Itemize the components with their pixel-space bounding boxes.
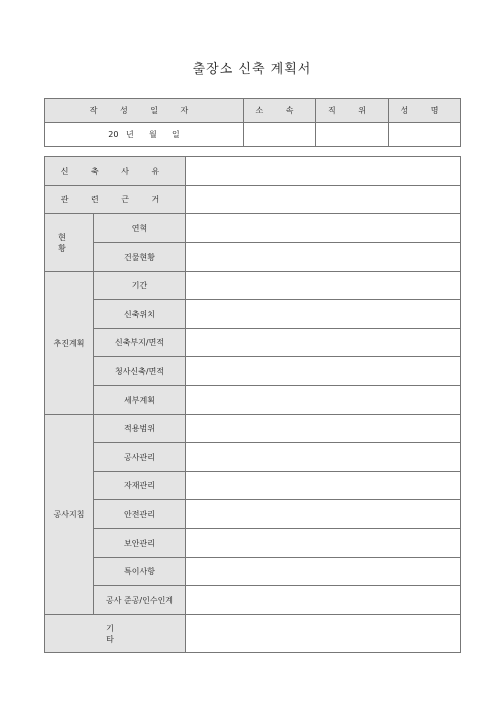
header-table [44, 98, 461, 147]
period-field[interactable] [186, 272, 461, 300]
safety-mgmt-label: 안전관리 [94, 500, 186, 529]
guide-group-label: 공사지침 [45, 415, 94, 615]
name-field[interactable] [389, 123, 461, 147]
building-status-field[interactable] [186, 243, 461, 272]
period-label: 기간 [94, 272, 186, 300]
reason-field[interactable] [186, 157, 461, 186]
date-label: 작 성 일 자 [45, 99, 244, 123]
position-label: 직 위 [316, 99, 389, 123]
construction-mgmt-field[interactable] [186, 443, 461, 472]
special-notes-label: 특이사항 [94, 558, 186, 586]
office-area-label: 청사신축/면적 [94, 357, 186, 386]
history-field[interactable] [186, 214, 461, 243]
material-mgmt-label: 자재관리 [94, 472, 186, 500]
scope-label: 적용범위 [94, 415, 186, 443]
office-area-field[interactable] [186, 357, 461, 386]
other-label: 기 타 [45, 615, 186, 653]
basis-label: 관 련 근 거 [45, 186, 186, 214]
plan-table [44, 156, 461, 653]
reason-label: 신 축 사 유 [45, 157, 186, 186]
site-area-label: 신축부지/면적 [94, 329, 186, 357]
material-mgmt-field[interactable] [186, 472, 461, 500]
building-status-label: 건물현황 [94, 243, 186, 272]
scope-field[interactable] [186, 415, 461, 443]
location-field[interactable] [186, 300, 461, 329]
detail-plan-field[interactable] [186, 386, 461, 415]
detail-plan-label: 세부계획 [94, 386, 186, 415]
location-label: 신축위치 [94, 300, 186, 329]
status-group-label: 현 황 [45, 214, 94, 272]
security-mgmt-field[interactable] [186, 529, 461, 558]
handover-field[interactable] [186, 586, 461, 615]
date-value[interactable]: 20 년 월 일 [45, 123, 244, 147]
security-mgmt-label: 보안관리 [94, 529, 186, 558]
department-field[interactable] [244, 123, 316, 147]
document-title: 출장소 신축 계획서 [192, 62, 312, 77]
special-notes-field[interactable] [186, 558, 461, 586]
basis-field[interactable] [186, 186, 461, 214]
plan-group-label: 추진계획 [45, 272, 94, 415]
history-label: 연혁 [94, 214, 186, 243]
position-field[interactable] [316, 123, 389, 147]
department-label: 소 속 [244, 99, 316, 123]
site-area-field[interactable] [186, 329, 461, 357]
safety-mgmt-field[interactable] [186, 500, 461, 529]
construction-mgmt-label: 공사관리 [94, 443, 186, 472]
name-label: 성 명 [389, 99, 461, 123]
handover-label: 공사 준공/인수인계 [94, 586, 186, 615]
other-field[interactable] [186, 615, 461, 653]
